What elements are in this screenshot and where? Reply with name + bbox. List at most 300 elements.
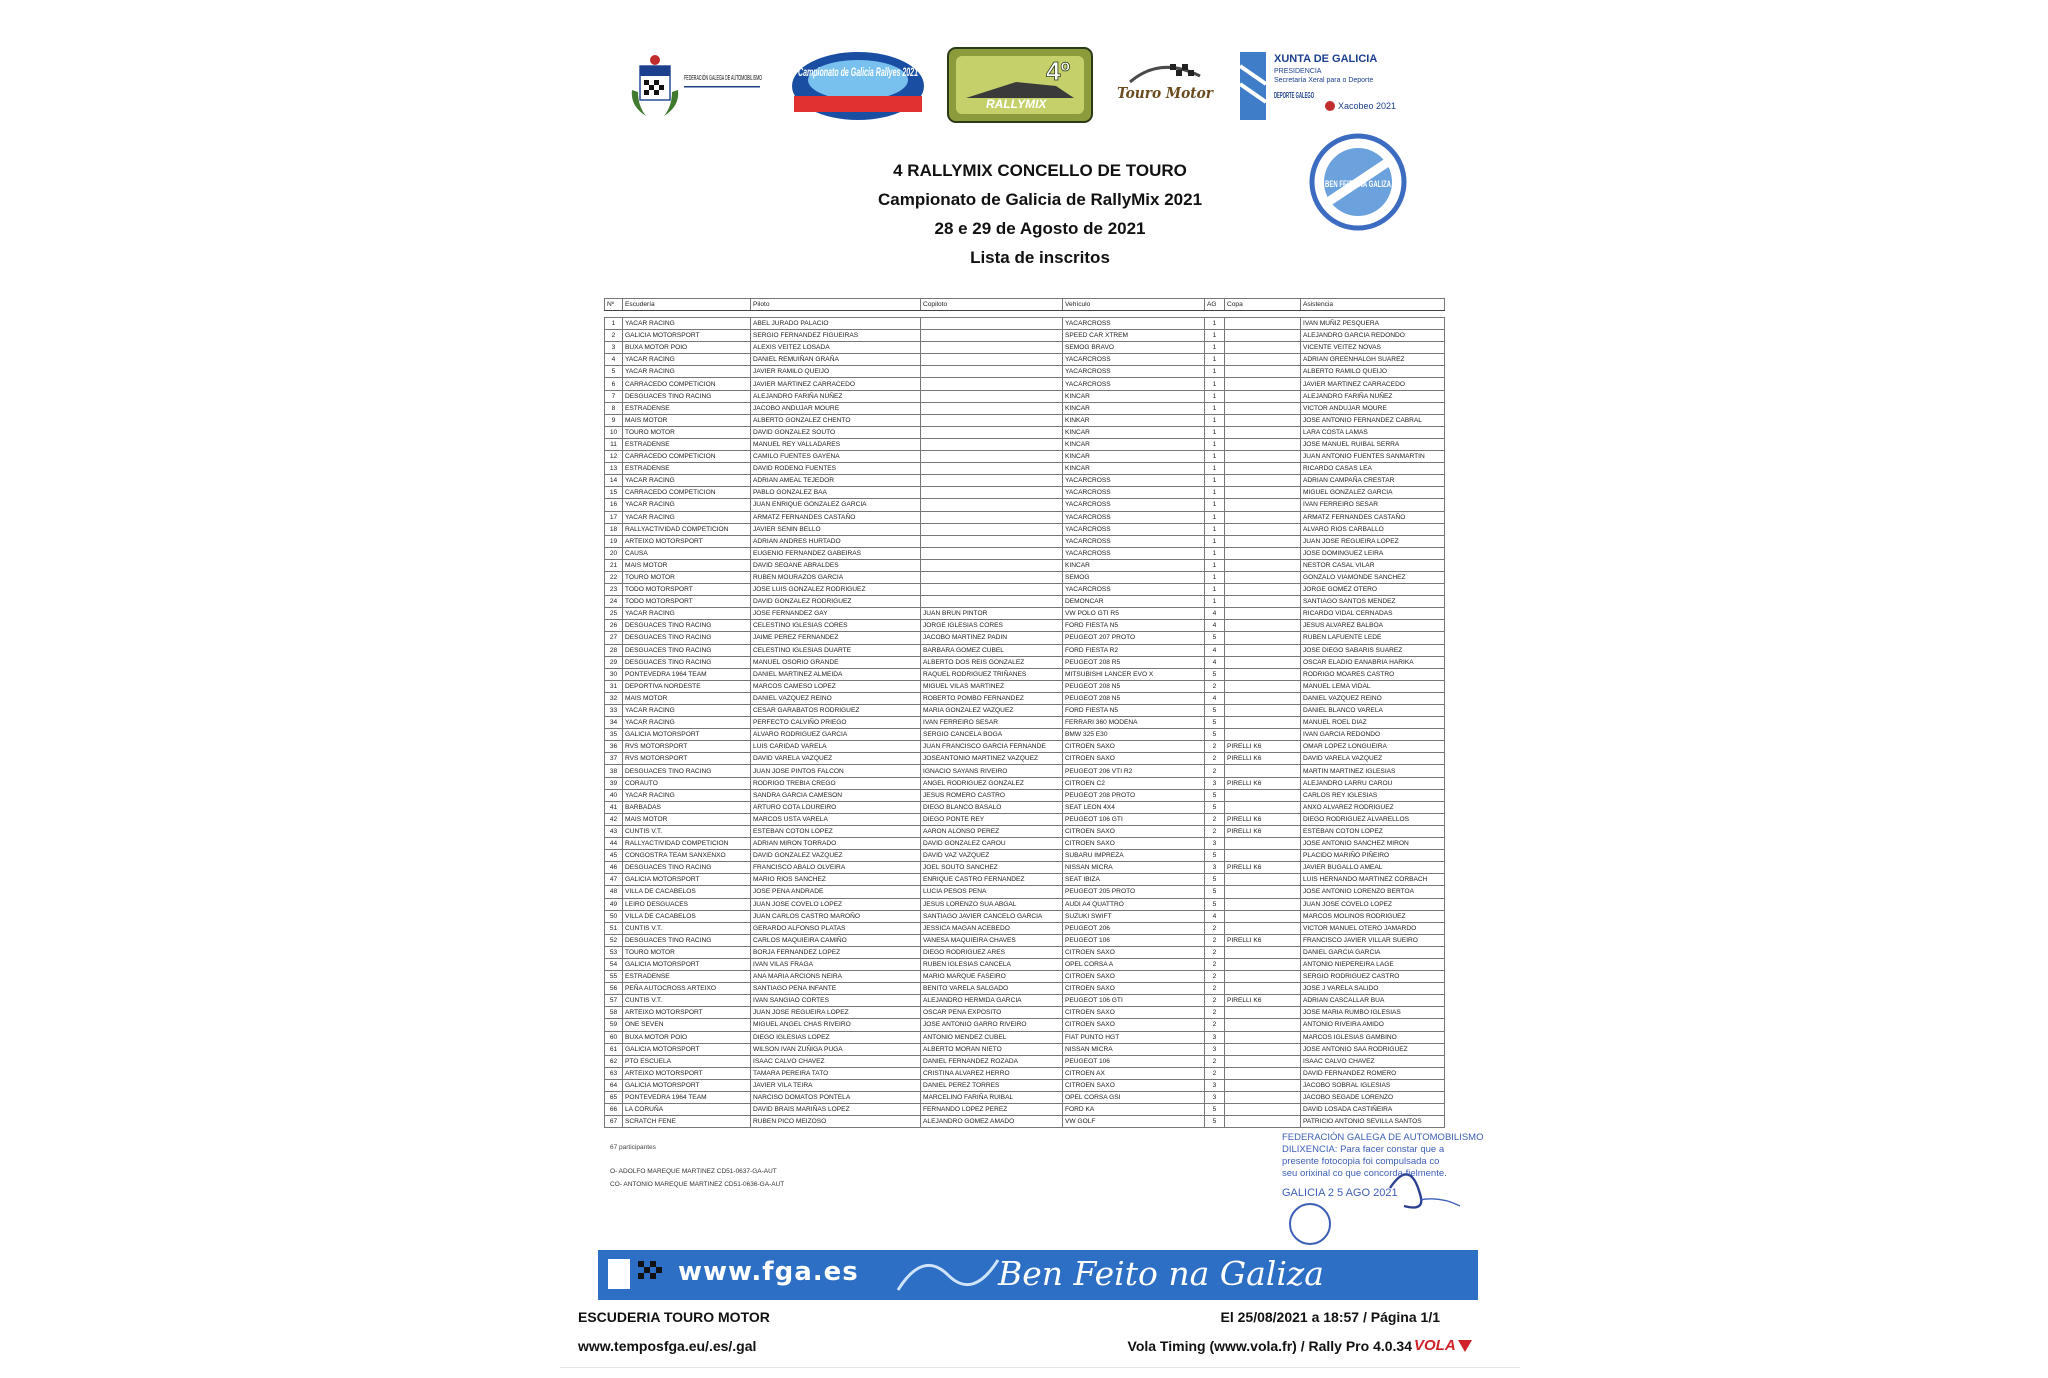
table-cell [1225, 511, 1301, 523]
table-cell: 34 [605, 717, 623, 729]
table-cell [1225, 983, 1301, 995]
table-cell: ADRIAN MIRON TORRADO [751, 838, 921, 850]
table-cell: 2 [1205, 995, 1225, 1007]
table-cell: YACARCROSS [1063, 487, 1205, 499]
svg-text:VOLA: VOLA [1414, 1337, 1456, 1354]
table-cell: CARRACEDO COMPETICION [623, 487, 751, 499]
table-cell: SERGIO CANCELA BOGA [921, 729, 1063, 741]
table-cell: SANDRA GARCIA CAMESON [751, 789, 921, 801]
table-cell: 26 [605, 620, 623, 632]
table-cell: 1 [1205, 475, 1225, 487]
table-row [605, 958, 1445, 970]
table-cell: JAVIER BUGALLO AMEAL [1301, 862, 1445, 874]
table-cell: DANIEL BLANCO VARELA [1301, 705, 1445, 717]
table-cell: PEÑA AUTOCROSS ARTEIXO [623, 983, 751, 995]
table-cell: ESTEBAN COTON LOPEZ [751, 825, 921, 837]
table-cell [1225, 1092, 1301, 1104]
table-cell: SEAT LEON 4X4 [1063, 801, 1205, 813]
table-cell: 30 [605, 668, 623, 680]
table-cell: FORD FIESTA N5 [1063, 705, 1205, 717]
table-cell: GALICIA MOTORSPORT [623, 729, 751, 741]
table-cell: 19 [605, 535, 623, 547]
table-cell [1225, 958, 1301, 970]
table-cell: YACARCROSS [1063, 547, 1205, 559]
table-cell: YACAR RACING [623, 499, 751, 511]
table-cell: DESGUACES TINO RACING [623, 934, 751, 946]
table-cell: CITROEN SAXO [1063, 753, 1205, 765]
table-cell: PEUGEOT 205 PROTO [1063, 886, 1205, 898]
table-cell: DAVID LOSADA CASTIÑEIRA [1301, 1104, 1445, 1116]
table-cell: 57 [605, 995, 623, 1007]
table-cell [921, 378, 1063, 390]
table-cell: BARBARA GOMEZ CUBEL [921, 644, 1063, 656]
table-cell [921, 559, 1063, 571]
table-cell: 14 [605, 475, 623, 487]
table-cell: 37 [605, 753, 623, 765]
rallymix-logo [946, 46, 1094, 124]
table-cell [921, 596, 1063, 608]
table-cell: VILLA DE CACABELOS [623, 886, 751, 898]
table-cell: CELESTINO IGLESIAS DUARTE [751, 644, 921, 656]
table-cell: YACARCROSS [1063, 475, 1205, 487]
table-cell: KINCAR [1063, 451, 1205, 463]
table-row [605, 910, 1445, 922]
table-row [605, 1007, 1445, 1019]
table-cell: RALLYACTIVIDAD COMPETICION [623, 838, 751, 850]
table-row [605, 330, 1445, 342]
table-cell: JOSE ANTONIO SANCHEZ MIRON [1301, 838, 1445, 850]
table-cell: ALBERTO RAMILO QUEIJO [1301, 366, 1445, 378]
table-cell: 25 [605, 608, 623, 620]
table-cell [1225, 910, 1301, 922]
table-cell: PEUGEOT 208 PROTO [1063, 789, 1205, 801]
table-cell: MARCOS CAMESO LOPEZ [751, 680, 921, 692]
table-cell: MIGUEL VILAS MARTINEZ [921, 680, 1063, 692]
table-cell: DAVID VARELA VAZQUEZ [751, 753, 921, 765]
table-cell: JUAN JOSE REGUEIRA LOPEZ [1301, 535, 1445, 547]
table-cell [1225, 922, 1301, 934]
table-row [605, 632, 1445, 644]
table-cell: KINCAR [1063, 438, 1205, 450]
table-cell [921, 426, 1063, 438]
table-cell: DAVID GONZALEZ VAZQUEZ [751, 850, 921, 862]
table-cell: PIRELLI K6 [1225, 934, 1301, 946]
column-header: Nº [605, 299, 623, 311]
table-cell: RVS MOTORSPORT [623, 741, 751, 753]
table-cell [921, 523, 1063, 535]
table-cell: PEUGEOT 208 R5 [1063, 656, 1205, 668]
table-cell [1225, 1019, 1301, 1031]
table-cell: YACARCROSS [1063, 499, 1205, 511]
table-row [605, 874, 1445, 886]
table-cell: DIEGO PONTE REY [921, 813, 1063, 825]
table-cell: BORJA FERNANDEZ LOPEZ [751, 946, 921, 958]
table-cell: ARMATZ FERNANDES CASTAÑO [1301, 511, 1445, 523]
document-page [560, 0, 1520, 1378]
table-cell: JESSICA MAGAN ACEBEDO [921, 922, 1063, 934]
table-row [605, 692, 1445, 704]
table-cell [1225, 535, 1301, 547]
table-row [605, 765, 1445, 777]
table-cell: LUIS HERNANDO MARTINEZ CORBACH [1301, 874, 1445, 886]
table-cell: DAVID GONZALEZ SOUTO [751, 426, 921, 438]
table-cell: 2 [1205, 958, 1225, 970]
table-cell: PEUGEOT 206 VTI R2 [1063, 765, 1205, 777]
stamp-line-4: seu orixinal co que concorda fielmente. [1282, 1168, 1447, 1179]
table-cell: ARTURO COTA LOUREIRO [751, 801, 921, 813]
table-cell [1225, 886, 1301, 898]
table-cell: PEUGEOT 208 N5 [1063, 680, 1205, 692]
table-cell: 2 [1205, 741, 1225, 753]
table-cell [1225, 438, 1301, 450]
table-cell: CITROEN SAXO [1063, 946, 1205, 958]
table-cell: GALICIA MOTORSPORT [623, 958, 751, 970]
table-cell [921, 342, 1063, 354]
table-cell [1225, 1043, 1301, 1055]
table-cell: NARCISO DOMATOS PONTELA [751, 1092, 921, 1104]
table-cell: 18 [605, 523, 623, 535]
table-cell: YACARCROSS [1063, 535, 1205, 547]
svg-text:Xacobeo 2021: Xacobeo 2021 [1338, 101, 1397, 111]
table-cell: RICARDO VIDAL CERNADAS [1301, 608, 1445, 620]
table-cell: 2 [605, 330, 623, 342]
table-cell: 12 [605, 451, 623, 463]
table-cell: JOSE MARIA RUMBO IGLESIAS [1301, 1007, 1445, 1019]
table-cell [921, 547, 1063, 559]
table-cell: CAMILO FUENTES GAYENA [751, 451, 921, 463]
table-cell: GALICIA MOTORSPORT [623, 330, 751, 342]
table-cell: 45 [605, 850, 623, 862]
table-cell: 3 [1205, 862, 1225, 874]
table-cell: FRANCISCO ABALO OLVEIRA [751, 862, 921, 874]
table-cell: RVS MOTORSPORT [623, 753, 751, 765]
table-cell: DESGUACES TINO RACING [623, 632, 751, 644]
table-row [605, 499, 1445, 511]
table-cell: FERRARI 360 MODENA [1063, 717, 1205, 729]
table-row [605, 1092, 1445, 1104]
table-cell: ARTEIXO MOTORSPORT [623, 535, 751, 547]
table-cell: 40 [605, 789, 623, 801]
xunta-galicia-logo [1236, 46, 1436, 124]
table-row [605, 402, 1445, 414]
table-cell: MAIS MOTOR [623, 559, 751, 571]
table-row [605, 644, 1445, 656]
table-row [605, 777, 1445, 789]
table-cell: DESGUACES TINO RACING [623, 862, 751, 874]
table-cell: SUBARU IMPREZA [1063, 850, 1205, 862]
table-cell: PLACIDO MARIÑO PIÑEIRO [1301, 850, 1445, 862]
stamp-line-1: FEDERACIÓN GALEGA DE AUTOMOBILISMO [1282, 1132, 1484, 1143]
table-cell: YACARCROSS [1063, 354, 1205, 366]
svg-text:RALLYMIX: RALLYMIX [986, 97, 1047, 111]
table-cell: 28 [605, 644, 623, 656]
table-row [605, 354, 1445, 366]
table-cell [921, 571, 1063, 583]
table-row [605, 451, 1445, 463]
table-cell: YACAR RACING [623, 354, 751, 366]
table-cell: 61 [605, 1043, 623, 1055]
table-cell: IVAN SANGIAO CORTES [751, 995, 921, 1007]
table-cell: JOSE J VARELA SALIDO [1301, 983, 1445, 995]
table-cell: ANA MARIA ARCIONS NEIRA [751, 971, 921, 983]
table-cell: PEUGEOT 206 [1063, 922, 1205, 934]
table-cell [1225, 330, 1301, 342]
table-cell: 29 [605, 656, 623, 668]
table-cell [921, 463, 1063, 475]
table-cell: LA CORUÑA [623, 1104, 751, 1116]
table-cell: DAVID VARELA VAZQUEZ [1301, 753, 1445, 765]
table-cell: DAVID SEOANE ABRALDES [751, 559, 921, 571]
table-row [605, 850, 1445, 862]
table-cell: DIEGO IGLESIAS LOPEZ [751, 1031, 921, 1043]
table-cell: 1 [1205, 378, 1225, 390]
table-row [605, 1079, 1445, 1091]
table-cell: 1 [1205, 535, 1225, 547]
table-cell: 13 [605, 463, 623, 475]
table-cell: JUAN JOSE COVELO LOPEZ [1301, 898, 1445, 910]
table-cell: PEUGEOT 106 GTI [1063, 995, 1205, 1007]
table-cell: 48 [605, 886, 623, 898]
table-cell: PIRELLI K6 [1225, 777, 1301, 789]
table-cell: JESUS ROMERO CASTRO [921, 789, 1063, 801]
table-cell: CUNTIS V.T. [623, 922, 751, 934]
table-cell [1225, 571, 1301, 583]
table-cell: ADRIAN GREENHALGH SUAREZ [1301, 354, 1445, 366]
table-cell: 5 [1205, 789, 1225, 801]
table-cell: 2 [1205, 1067, 1225, 1079]
table-cell: YACAR RACING [623, 789, 751, 801]
table-cell: ROBERTO POMBO FERNANDEZ [921, 692, 1063, 704]
table-cell: YACAR RACING [623, 717, 751, 729]
table-cell: CITROEN SAXO [1063, 838, 1205, 850]
table-cell: FORD KA [1063, 1104, 1205, 1116]
table-cell: PONTEVEDRA 1964 TEAM [623, 668, 751, 680]
table-cell: 5 [1205, 898, 1225, 910]
table-cell: 1 [1205, 330, 1225, 342]
table-cell: CARRACEDO COMPETICION [623, 378, 751, 390]
table-cell [1225, 342, 1301, 354]
table-row [605, 898, 1445, 910]
table-cell: FERNANDO LOPEZ PEREZ [921, 1104, 1063, 1116]
table-cell: JAVIER RAMILO QUEIJO [751, 366, 921, 378]
table-cell: MAIS MOTOR [623, 692, 751, 704]
table-cell: 9 [605, 414, 623, 426]
table-cell: PEUGEOT 208 N5 [1063, 692, 1205, 704]
table-cell: 47 [605, 874, 623, 886]
campeonato-rallyes-logo [784, 46, 932, 124]
table-cell: JOSE ANTONIO SAA RODRIGUEZ [1301, 1043, 1445, 1055]
table-cell: YACARCROSS [1063, 318, 1205, 330]
table-row [605, 995, 1445, 1007]
table-row [605, 668, 1445, 680]
table-cell: JOSE DIEGO SABARIS SUAREZ [1301, 644, 1445, 656]
table-cell: SANTIAGO PENA INFANTE [751, 983, 921, 995]
table-cell: ALBERTO GONZALEZ CHENTO [751, 414, 921, 426]
table-cell: ADRIAN CASCALLAR BUA [1301, 995, 1445, 1007]
table-cell [1225, 898, 1301, 910]
table-body [605, 311, 1445, 1128]
table-cell: YACARCROSS [1063, 523, 1205, 535]
table-cell: IGNACIO SAYANS RIVEIRO [921, 765, 1063, 777]
table-cell: 2 [1205, 825, 1225, 837]
table-cell: DESGUACES TINO RACING [623, 765, 751, 777]
svg-text:DEPORTE GALEGO: DEPORTE GALEGO [1274, 91, 1314, 100]
table-cell: 5 [1205, 874, 1225, 886]
table-cell: ALEJANDRO LARRU CAROU [1301, 777, 1445, 789]
table-cell: 44 [605, 838, 623, 850]
table-cell [1225, 801, 1301, 813]
table-cell: NESTOR CASAL VILAR [1301, 559, 1445, 571]
table-cell: ALEXIS VEITEZ LOSADA [751, 342, 921, 354]
table-cell: ISAAC CALVO CHAVEZ [1301, 1055, 1445, 1067]
table-cell: MARCELINO FARIÑA RUIBAL [921, 1092, 1063, 1104]
table-cell: PIRELLI K6 [1225, 825, 1301, 837]
table-cell: 54 [605, 958, 623, 970]
table-cell [921, 402, 1063, 414]
table-cell: ANTONIO MENDEZ CUBEL [921, 1031, 1063, 1043]
table-row [605, 1104, 1445, 1116]
table-cell: OPEL CORSA A [1063, 958, 1205, 970]
table-cell: 39 [605, 777, 623, 789]
table-cell: DIEGO RODRIGUEZ ARES [921, 946, 1063, 958]
table-cell [1225, 729, 1301, 741]
table-row [605, 1055, 1445, 1067]
table-cell [1225, 378, 1301, 390]
table-cell [1225, 644, 1301, 656]
table-cell: 3 [1205, 838, 1225, 850]
table-cell: SERGIO RODRIGUEZ CASTRO [1301, 971, 1445, 983]
table-row [605, 523, 1445, 535]
table-cell: ALEJANDRO GOMEZ AMADO [921, 1116, 1063, 1128]
table-cell: PATRICIO ANTONIO SEVILLA SANTOS [1301, 1116, 1445, 1128]
table-cell: ONE SEVEN [623, 1019, 751, 1031]
table-row [605, 438, 1445, 450]
table-cell: YACARCROSS [1063, 511, 1205, 523]
table-cell: PIRELLI K6 [1225, 813, 1301, 825]
table-cell: 33 [605, 705, 623, 717]
table-row [605, 729, 1445, 741]
table-cell: JOSE PENA ANDRADE [751, 886, 921, 898]
table-cell [1225, 487, 1301, 499]
table-cell: JOSE MANUEL RUIBAL SERRA [1301, 438, 1445, 450]
table-cell: MANUEL ROEL DIAZ [1301, 717, 1445, 729]
table-cell [1225, 354, 1301, 366]
table-cell: ESTEBAN COTON LOPEZ [1301, 825, 1445, 837]
table-cell: DESGUACES TINO RACING [623, 656, 751, 668]
table-cell: IVAN FERREIRO SESAR [921, 717, 1063, 729]
table-row [605, 535, 1445, 547]
column-header: Vehículo [1063, 299, 1205, 311]
table-cell [1225, 475, 1301, 487]
table-row [605, 753, 1445, 765]
table-cell: JACOBO SEGADE LORENZO [1301, 1092, 1445, 1104]
table-cell: OMAR LOPEZ LONGUEIRA [1301, 741, 1445, 753]
table-cell [921, 535, 1063, 547]
table-cell: ABEL JURADO PALACIO [751, 318, 921, 330]
table-cell: BARBADAS [623, 801, 751, 813]
table-cell: 63 [605, 1067, 623, 1079]
table-cell: 36 [605, 741, 623, 753]
table-cell: 15 [605, 487, 623, 499]
table-cell: ADRIAN CAMPAÑA CRESTAR [1301, 475, 1445, 487]
table-cell [1225, 584, 1301, 596]
table-cell: 5 [1205, 850, 1225, 862]
table-cell: PIRELLI K6 [1225, 862, 1301, 874]
table-row [605, 801, 1445, 813]
table-cell: RUBEN PICO MEIZOSO [751, 1116, 921, 1128]
document-titles [560, 156, 1520, 272]
table-cell: FORD FIESTA R2 [1063, 644, 1205, 656]
table-cell [921, 414, 1063, 426]
table-cell: 1 [1205, 366, 1225, 378]
svg-text:FEDERACIÓN GALEGA DE AUTOMOBIL: FEDERACIÓN GALEGA DE AUTOMOBILISMO [684, 75, 833, 82]
table-cell: 1 [1205, 438, 1225, 450]
table-cell [1225, 971, 1301, 983]
table-cell: IVAN VILAS FRAGA [751, 958, 921, 970]
table-cell: NISSAN MICRA [1063, 1043, 1205, 1055]
table-cell: CARLOS MAQUIEIRA CAMIÑO [751, 934, 921, 946]
table-cell [1225, 765, 1301, 777]
table-cell: ALBERTO DOS REIS GONZALEZ [921, 656, 1063, 668]
table-row [605, 511, 1445, 523]
table-cell [1225, 1031, 1301, 1043]
table-cell: PIRELLI K6 [1225, 995, 1301, 1007]
table-cell: MAIS MOTOR [623, 414, 751, 426]
fga-banner-emblem-icon [604, 1255, 668, 1295]
table-cell: JOSEANTONIO MARTINEZ VAZQUEZ [921, 753, 1063, 765]
table-row [605, 342, 1445, 354]
table-cell: DANIEL REMUIÑAN GRAÑA [751, 354, 921, 366]
table-cell: 1 [1205, 584, 1225, 596]
table-cell: 2 [1205, 983, 1225, 995]
table-row [605, 983, 1445, 995]
table-cell [1225, 547, 1301, 559]
table-cell: CITROEN SAXO [1063, 1079, 1205, 1091]
table-cell: 51 [605, 922, 623, 934]
table-cell: YACAR RACING [623, 608, 751, 620]
table-cell: OSCAR ELADIO EANABRIA HARIKA [1301, 656, 1445, 668]
table-cell: 35 [605, 729, 623, 741]
table-cell [921, 584, 1063, 596]
table-cell: JAIME PEREZ FERNANDEZ [751, 632, 921, 644]
table-cell: ADRIAN AMEAL TEJEDOR [751, 475, 921, 487]
table-row [605, 463, 1445, 475]
table-cell: ALEJANDRO GARCIA REDONDO [1301, 330, 1445, 342]
table-cell [1225, 789, 1301, 801]
table-cell: 1 [1205, 499, 1225, 511]
column-header: AG [1205, 299, 1225, 311]
table-cell: 1 [1205, 571, 1225, 583]
table-cell: 1 [1205, 547, 1225, 559]
table-cell: CUNTIS V.T. [623, 825, 751, 837]
table-cell [921, 438, 1063, 450]
table-cell: SEAT IBIZA [1063, 874, 1205, 886]
table-cell: DESGUACES TINO RACING [623, 390, 751, 402]
table-cell: VW GOLF [1063, 1116, 1205, 1128]
table-cell: VICTOR ANDUJAR MOURE [1301, 402, 1445, 414]
table-cell: ALVARO RODRIGUEZ GARCIA [751, 729, 921, 741]
table-cell [1225, 1007, 1301, 1019]
vola-logo [1414, 1334, 1474, 1356]
table-row [605, 475, 1445, 487]
table-cell: LUIS CARIDAD VARELA [751, 741, 921, 753]
table-cell: OSCAR PENA EXPOSITO [921, 1007, 1063, 1019]
table-cell: 4 [1205, 608, 1225, 620]
table-cell: 4 [1205, 620, 1225, 632]
table-cell [1225, 390, 1301, 402]
table-cell: DAVID FERNANDEZ ROMERO [1301, 1067, 1445, 1079]
table-cell: TODO MOTORSPORT [623, 596, 751, 608]
